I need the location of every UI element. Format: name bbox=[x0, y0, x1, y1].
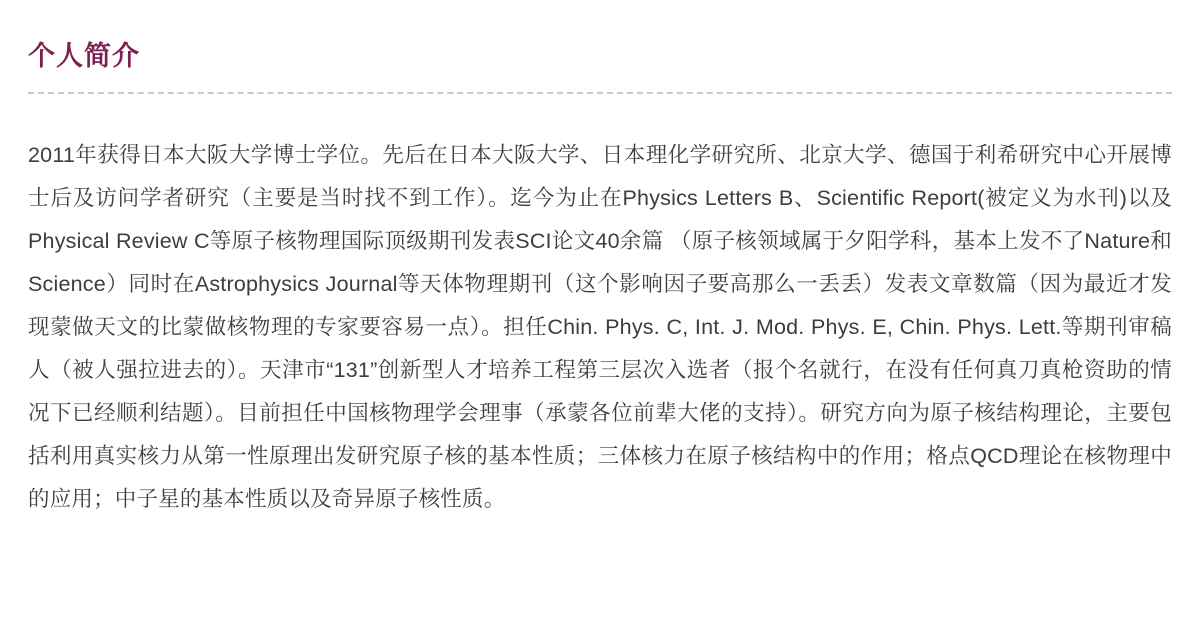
section-divider bbox=[28, 92, 1172, 94]
page-title: 个人简介 bbox=[28, 41, 140, 71]
bio-paragraph: 2011年获得日本大阪大学博士学位。先后在日本大阪大学、日本理化学研究所、北京大学、德国于利希研究中心开展博士后及访问学者研究（主要是当时找不到工作）。迄今为止在Physics Letters B、Scientific Report(被定义为水刊)以及Physical Review C等原子核物理国际顶级期刊发表SCI论文40余篇 （原子核领域属于夕阳学科，基本上发不了Nature和Science）同时在Astrophysics Journal等天体物理期刊（这个影响因子要高那么一丢丢）发表文章数篇（因为最近才发现蒙做天文的比蒙做核物理的专家要容易一点）。担任Chin. Phys. C, Int. J. Mod. Phys. E, Chin. Phys. Lett.等期刊审稿人（被人强拉进去的）。天津市“131”创新型人才培养工程第三层次入选者（报个名就行，在没有任何真刀真枪资助的情况下已经顺利结题）。目前担任中国核物理学会理事（承蒙各位前辈大佬的支持）。研究方向为原子核结构理论，主要包括利用真实核力从第一性原理出发研究原子核的基本性质；三体核力在原子核结构中的作用；格点QCD理论在核物理中的应用；中子星的基本性质以及奇异原子核性质。 bbox=[28, 143, 1172, 512]
